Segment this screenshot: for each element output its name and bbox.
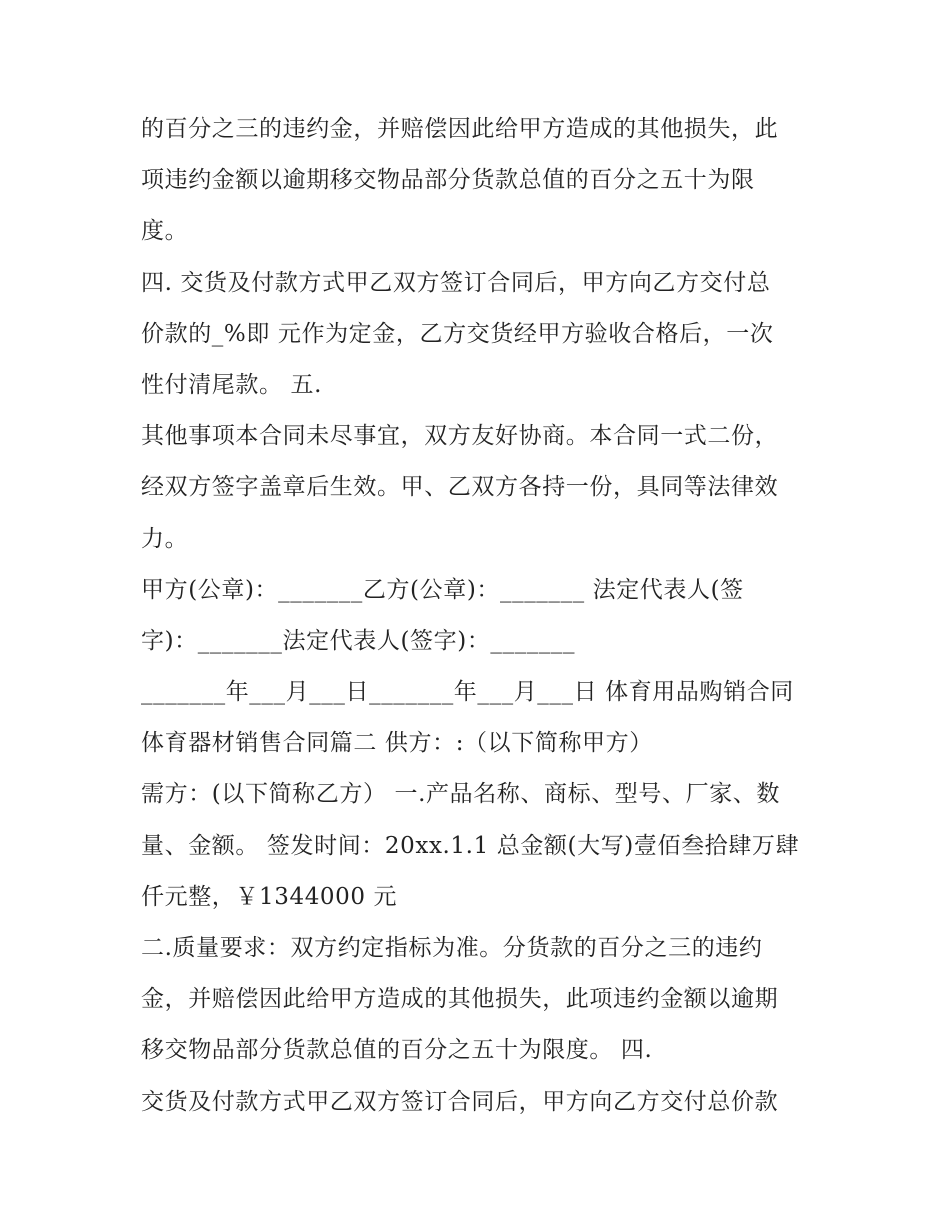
text-line: 移交物品部分货款总值的百分之五十为限度。 四. — [141, 1037, 653, 1064]
text-line: 体育器材销售合同篇二 供方：:（以下简称甲方） — [141, 730, 653, 757]
text-line: 四. 交货及付款方式甲乙双方签订合同后，甲方向乙方交付总 — [141, 269, 771, 296]
contract-text — [141, 104, 821, 1128]
text-line: 交货及付款方式甲乙双方签订合同后，甲方向乙方交付总价款 — [141, 1088, 779, 1115]
text-line: 力。 — [141, 525, 189, 552]
text-line: _______年___月___日_______年___月___日 体育用品购销合同 — [141, 679, 794, 706]
text-line: 项违约金额以逾期移交物品部分货款总值的百分之五十为限 — [141, 167, 755, 194]
text-line: 需方：(以下简称乙方） 一.产品名称、商标、型号、厂家、数 — [141, 781, 780, 808]
text-line: 甲方(公章)：_______乙方(公章)：_______ 法定代表人(签 — [141, 576, 744, 603]
text-line: 其他事项本合同未尽事宜，双方友好协商。本合同一式二份， — [141, 423, 779, 450]
text-line: 性付清尾款。 五. — [141, 371, 323, 398]
text-line: 量、金额。 签发时间：20xx.1.1 总金额(大写)壹佰叁拾肆万肆 — [141, 832, 800, 859]
text-line: 二.质量要求：双方约定指标为准。分货款的百分之三的违约 — [141, 935, 763, 961]
text-line: 经双方签字盖章后生效。甲、乙双方各持一份，具同等法律效 — [141, 474, 779, 501]
text-line: 仟元整，￥1344000 元 — [141, 883, 398, 910]
text-line: 的百分之三的违约金，并赔偿因此给甲方造成的其他损失，此 — [141, 116, 779, 142]
text-line: 价款的_%即 元作为定金，乙方交货经甲方验收合格后，一次 — [141, 320, 774, 347]
text-line: 字)：_______法定代表人(签字)：_______ — [141, 627, 576, 654]
text-line: 度。 — [141, 218, 189, 245]
text-line: 金，并赔偿因此给甲方造成的其他损失，此项违约金额以逾期 — [141, 986, 779, 1013]
